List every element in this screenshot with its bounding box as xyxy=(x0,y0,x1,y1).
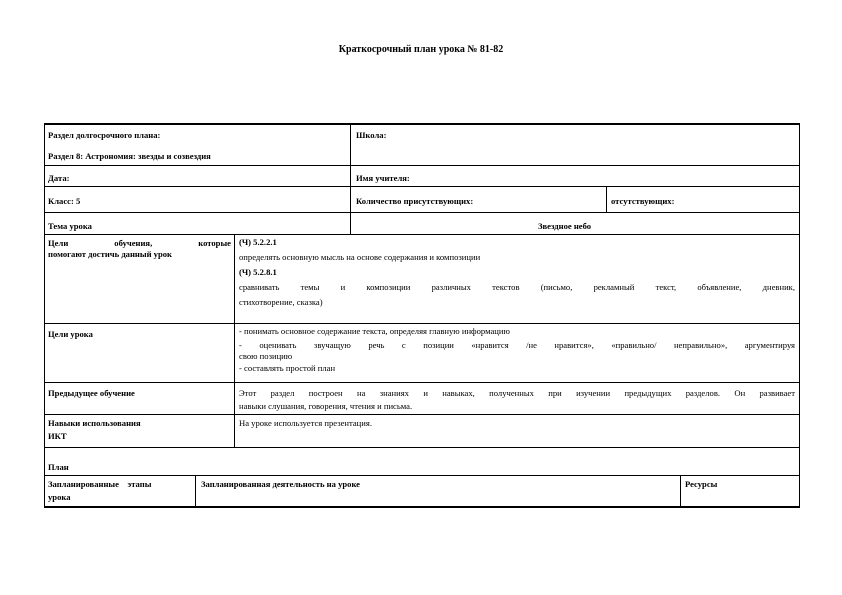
column-divider xyxy=(234,234,235,447)
lesson-goal-2-cont: свою позицию xyxy=(239,351,293,361)
objective-code-1: (Ч) 5.2.2.1 xyxy=(239,237,277,247)
ict-label xyxy=(48,418,141,441)
row-divider xyxy=(44,186,800,187)
class-label: Класс: 5 xyxy=(48,196,81,206)
date-label: Дата: xyxy=(48,173,70,183)
lesson-goal-1: - понимать основное содержание текста, определяя главную информацию xyxy=(239,326,510,336)
previous-learning-text xyxy=(239,388,795,411)
objective-text-2 xyxy=(239,282,795,307)
lesson-goal-2: - оценивать звучащую речь с позиции «нравится /не нравится», «правильно/ неправильно», аргументируя xyxy=(239,339,795,350)
planned-activity-header: Запланированная деятельность на уроке xyxy=(201,479,361,489)
ict-label-line1: Навыки использования xyxy=(48,418,141,428)
objectives-label xyxy=(48,238,231,259)
objective-code-2: (Ч) 5.2.8.1 xyxy=(239,267,277,277)
row-divider xyxy=(44,475,800,476)
lesson-plan-table xyxy=(44,123,800,508)
row-divider xyxy=(44,414,800,415)
present-label: Количество присутствующих: xyxy=(356,196,474,206)
column-divider xyxy=(680,475,681,508)
objective-text-2-line2: стихотворение, сказка) xyxy=(239,296,323,307)
resources-header: Ресурсы xyxy=(685,479,718,489)
row-divider xyxy=(44,234,800,235)
section-label: Раздел долгосрочного плана: xyxy=(48,130,161,140)
topic-value: Звездное небо xyxy=(538,221,592,231)
previous-learning-label: Предыдущее обучение xyxy=(48,388,135,398)
ict-label-line2: ИКТ xyxy=(48,430,67,441)
previous-learning-line1: Этот раздел построен на знаниях и навыках, полученных при изучении предыдущих разделов. Он развивает xyxy=(239,388,795,398)
objective-text-1: определять основную мысль на основе содержания и композиции xyxy=(239,252,481,262)
column-divider xyxy=(350,123,351,234)
row-divider xyxy=(44,212,800,213)
column-divider xyxy=(195,475,196,508)
column-divider xyxy=(606,186,607,212)
row-divider xyxy=(44,382,800,383)
topic-label: Тема урока xyxy=(48,221,92,231)
section-value: Раздел 8: Астрономия: звезды и созвездия xyxy=(48,151,211,161)
planned-stages-line2: урока xyxy=(48,491,71,502)
objectives-label-line2: помогают достичь данный урок xyxy=(48,248,172,259)
lesson-goals-list xyxy=(239,326,795,373)
plan-label: План xyxy=(48,462,69,472)
row-divider xyxy=(44,447,800,448)
teacher-label: Имя учителя: xyxy=(356,173,410,183)
absent-label: отсутствующих: xyxy=(611,196,675,206)
lesson-goals-label: Цели урока xyxy=(48,329,93,339)
table-frame xyxy=(44,123,800,508)
lesson-goal-3: - составлять простой план xyxy=(239,362,336,373)
ict-value: На уроке используется презентация. xyxy=(239,418,372,428)
objectives-label-line1: Цели обучения, которые xyxy=(48,238,231,248)
row-divider xyxy=(44,165,800,166)
school-label: Школа: xyxy=(356,130,387,140)
objective-text-2-line1: сравнивать темы и композиции различных текстов (письмо, рекламный текст, объявление, дневник, xyxy=(239,282,795,292)
previous-learning-line2: навыки слушания, говорения, чтения и письма. xyxy=(239,400,413,411)
planned-stages-header xyxy=(48,479,151,502)
planned-stages-line1: Запланированные этапы xyxy=(48,479,152,489)
page-title: Краткосрочный план урока № 81-82 xyxy=(338,44,504,55)
row-divider xyxy=(44,323,800,324)
